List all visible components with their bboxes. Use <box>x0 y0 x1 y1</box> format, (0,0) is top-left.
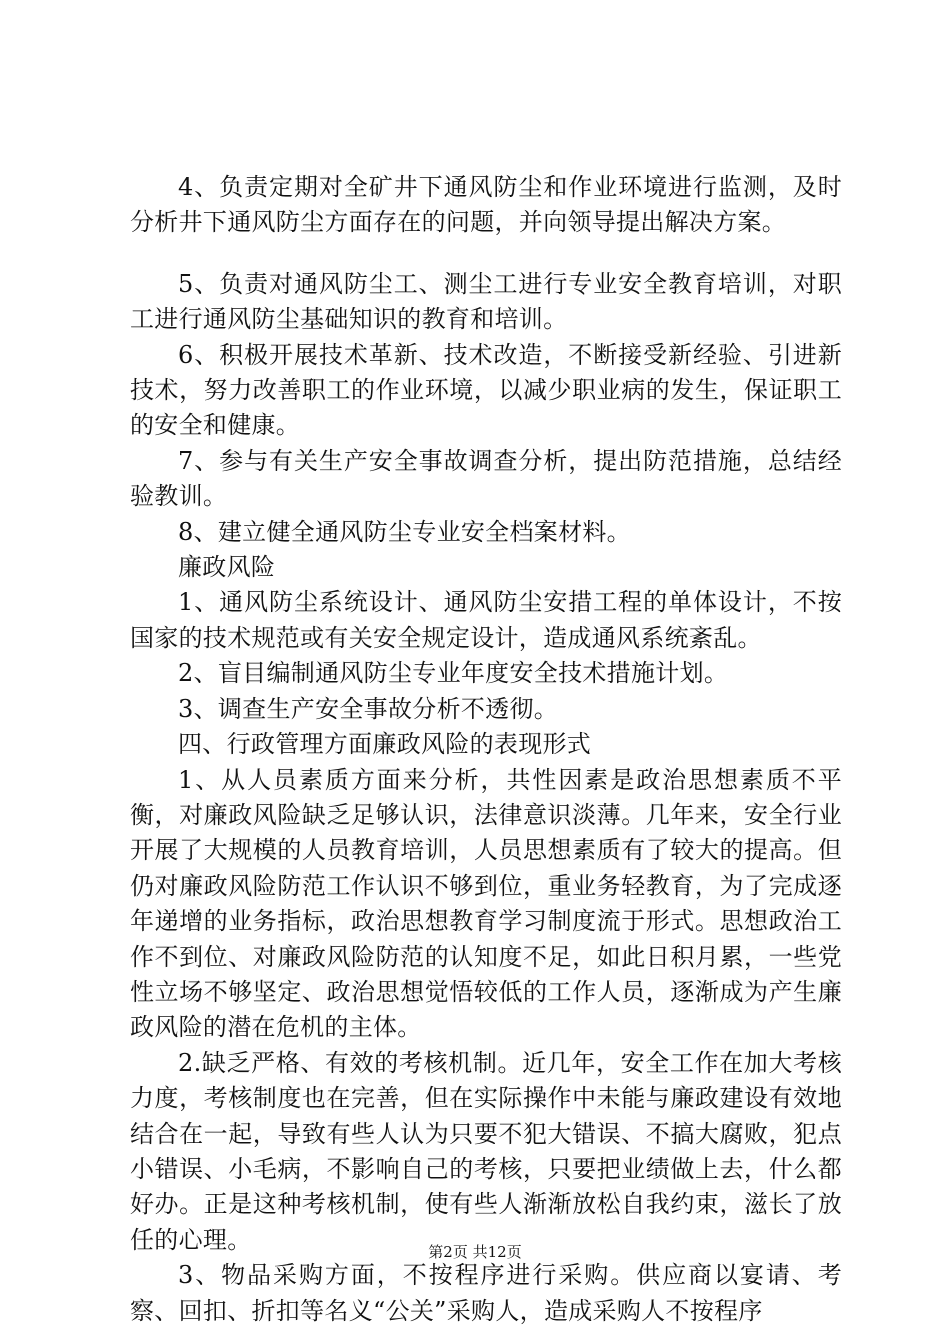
section-heading-admin-management: 四、行政管理方面廉政风险的表现形式 <box>178 730 592 759</box>
paragraph-item-4: 4、负责定期对全矿井下通风防尘和作业环境进行监测，及时分析井下通风防尘方面存在的问题，并向领导提出解决方案。 <box>130 173 842 237</box>
page-number-label: 第2页 共12页 <box>428 1243 522 1261</box>
page-footer <box>0 1241 950 1262</box>
paragraph-item-8: 8、建立健全通风防尘专业安全档案材料。 <box>178 517 631 546</box>
admin-item-1: 1、从人员素质方面来分析，共性因素是政治思想素质不平衡，对廉政风险缺乏足够认识，法律意识淡薄。几年来，安全行业开展了大规模的人员教育培训，人员思想素质有了较大的提高。但仍对廉政风险防范工作认识不够到位，重业务轻教育，为了完成逐年递增的业务指标，政治思想教育学习制度流于形式。思想政治工作不到位、对廉政风险防范的认知度不足，如此日积月累，一些党性立场不够坚定、政治思想觉悟较低的工作人员，逐渐成为产生廉政风险的潜在危机的主体。 <box>130 765 842 1042</box>
paragraph-item-7: 7、参与有关生产安全事故调查分析，提出防范措施，总结经验教训。 <box>130 446 842 511</box>
document-body <box>130 170 842 1329</box>
risk-item-2: 2、盲目编制通风防尘专业年度安全技术措施计划。 <box>178 659 729 688</box>
paragraph-item-6: 6、积极开展技术革新、技术改造，不断接受新经验、引进新技术，努力改善职工的作业环境，以减少职业病的发生，保证职工的安全和健康。 <box>130 340 842 440</box>
risk-item-1: 1、通风防尘系统设计、通风防尘安措工程的单体设计，不按国家的技术规范或有关安全规定设计，造成通风系统紊乱。 <box>130 588 842 652</box>
section-heading-integrity-risk: 廉政风险 <box>178 553 276 582</box>
paragraph-gap <box>130 241 842 267</box>
risk-item-3: 3、调查生产安全事故分析不透彻。 <box>178 694 559 723</box>
admin-item-3: 3、物品采购方面，不按程序进行采购。供应商以宴请、考察、回扣、折扣等名义“公关”采购人，造成采购人不按程序 <box>130 1261 842 1325</box>
paragraph-item-5: 5、负责对通风防尘工、测尘工进行专业安全教育培训，对职工进行通风防尘基础知识的教育和培训。 <box>130 269 842 334</box>
admin-item-2: 2.缺乏严格、有效的考核机制。近几年，安全工作在加大考核力度，考核制度也在完善，但在实际操作中未能与廉政建设有效地结合在一起，导致有些人认为只要不犯大错误、不搞大腐败，犯点小错误、小毛病，不影响自己的考核，只要把业绩做上去，什么都好办。正是这种考核机制，使有些人渐渐放松自我约束，滋长了放任的心理。 <box>130 1048 842 1254</box>
